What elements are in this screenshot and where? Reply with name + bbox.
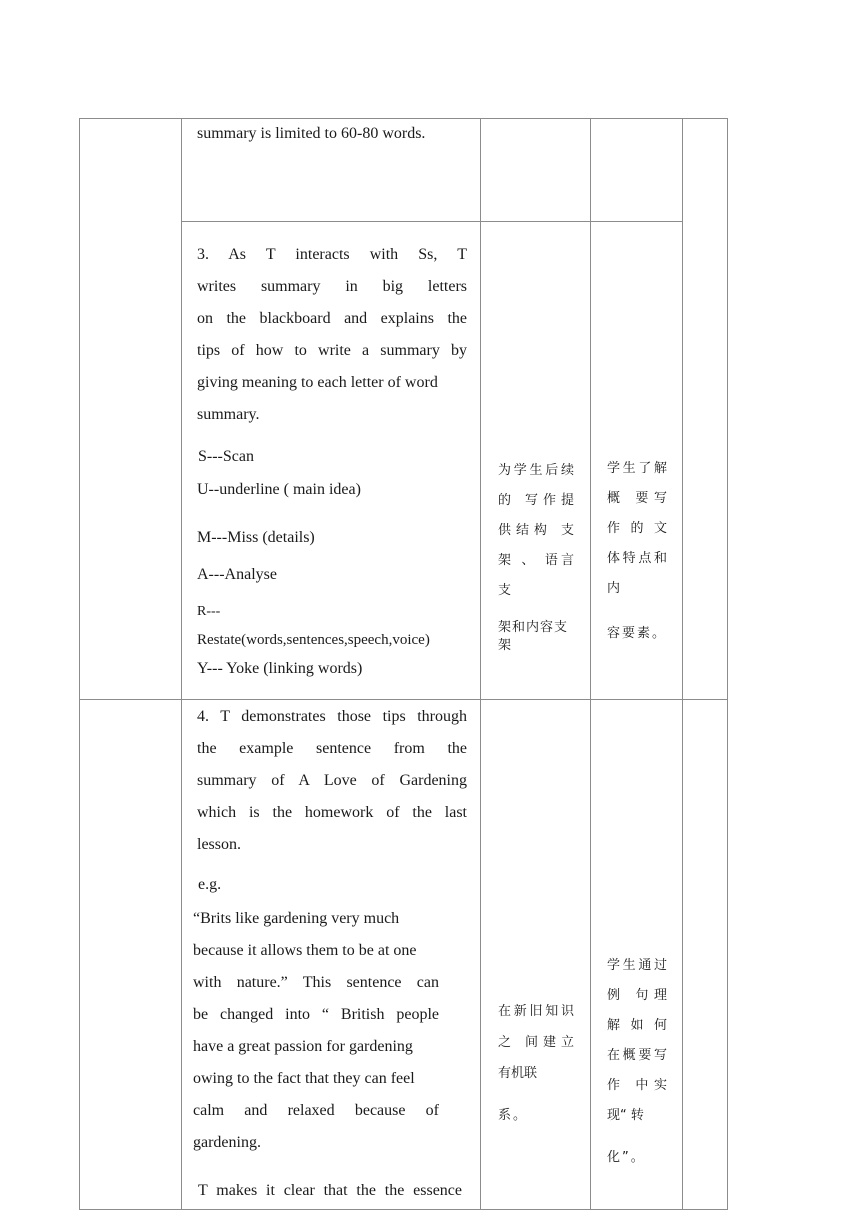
effect-line: 化”。	[607, 1150, 646, 1165]
step4-line: summary of A Love of Gardening	[197, 772, 467, 789]
example-line: with nature.” This sentence can	[193, 974, 439, 991]
step3-line: giving meaning to each letter of word	[197, 374, 438, 391]
acronym-s: S---Scan	[198, 448, 254, 465]
eg-label: e.g.	[198, 876, 222, 893]
step4-line: which is the homework of the last	[197, 804, 467, 821]
row2-effect	[607, 454, 667, 604]
effect-line: 体特点和	[607, 551, 667, 566]
step4-line: the example sentence from the	[197, 740, 467, 757]
purpose-line: 系。	[498, 1108, 529, 1123]
table-border-bottom	[79, 1209, 728, 1210]
acronym-m: M---Miss (details)	[197, 529, 315, 546]
table-border-left	[79, 118, 80, 1210]
step3-line: tips of how to write a summary by	[197, 342, 467, 359]
example-line: “Brits like gardening very much	[193, 910, 400, 927]
effect-line: 解 如 何	[607, 1018, 667, 1033]
acronym-r-body: Restate(words,sentences,speech,voice)	[197, 632, 430, 648]
example-line: gardening.	[193, 1134, 261, 1151]
example-line: because it allows them to be at one	[193, 942, 417, 959]
effect-line: 学生了解	[607, 461, 667, 476]
row3-purpose	[498, 996, 574, 1089]
purpose-line: 架 、 语言	[498, 553, 574, 568]
purpose-line: 的 写作提	[498, 493, 574, 508]
step3-paragraph	[197, 239, 467, 431]
step4-paragraph	[197, 701, 467, 861]
acronym-a: A---Analyse	[197, 566, 277, 583]
purpose-line: 供结构 支	[498, 523, 574, 538]
effect-line: 概 要写	[607, 491, 667, 506]
acronym-u: U--underline ( main idea)	[197, 481, 361, 498]
effect-line: 在概要写	[607, 1048, 667, 1063]
step3-line: 3. As T interacts with Ss, T	[197, 246, 467, 263]
example-line: owing to the fact that they can feel	[193, 1070, 415, 1087]
effect-line: 容要素。	[607, 626, 668, 641]
purpose-line: 为学生后续	[498, 463, 574, 478]
step3-line: summary.	[197, 406, 260, 423]
effect-line: 现“ 转	[607, 1108, 644, 1123]
table-divider-col3	[590, 118, 591, 1210]
purpose-line: 支	[498, 583, 512, 598]
row-divider-1	[181, 221, 683, 222]
effect-line: 内	[607, 581, 621, 596]
final-line: T makes it clear that the the essence	[198, 1182, 462, 1199]
purpose-line: 之 间建立	[498, 1035, 574, 1050]
example-paragraph	[193, 903, 439, 1159]
row2-purpose	[498, 456, 574, 606]
table-border-right	[727, 118, 728, 1210]
example-line: calm and relaxed because of	[193, 1102, 439, 1119]
example-line: have a great passion for gardening	[193, 1038, 413, 1055]
purpose-line: 有机联	[498, 1066, 538, 1081]
acronym-y: Y--- Yoke (linking words)	[197, 660, 363, 677]
example-line: be changed into “ British people	[193, 1006, 439, 1023]
purpose-line: 架和内容支	[498, 620, 569, 635]
effect-line: 学生通过	[607, 958, 667, 973]
effect-line: 作 的 文	[607, 521, 667, 536]
table-divider-col1	[181, 118, 182, 1210]
acronym-r-head: R---	[197, 604, 221, 619]
effect-line: 作 中实	[607, 1078, 667, 1093]
table-divider-col2	[480, 118, 481, 1210]
step3-line: on the blackboard and explains the	[197, 310, 467, 327]
purpose-line: 在新旧知识	[498, 1004, 574, 1019]
final-paragraph	[198, 1175, 462, 1207]
row1-content-text: summary is limited to 60-80 words.	[197, 125, 426, 142]
row3-effect	[607, 951, 667, 1131]
purpose-line: 架	[498, 638, 514, 653]
table-divider-col4	[682, 118, 683, 1210]
step3-line: writes summary in big letters	[197, 278, 467, 295]
effect-line: 例 句理	[607, 988, 667, 1003]
row-divider-2	[79, 699, 728, 700]
step4-line: lesson.	[197, 836, 241, 853]
step4-line: 4. T demonstrates those tips through	[197, 708, 467, 725]
